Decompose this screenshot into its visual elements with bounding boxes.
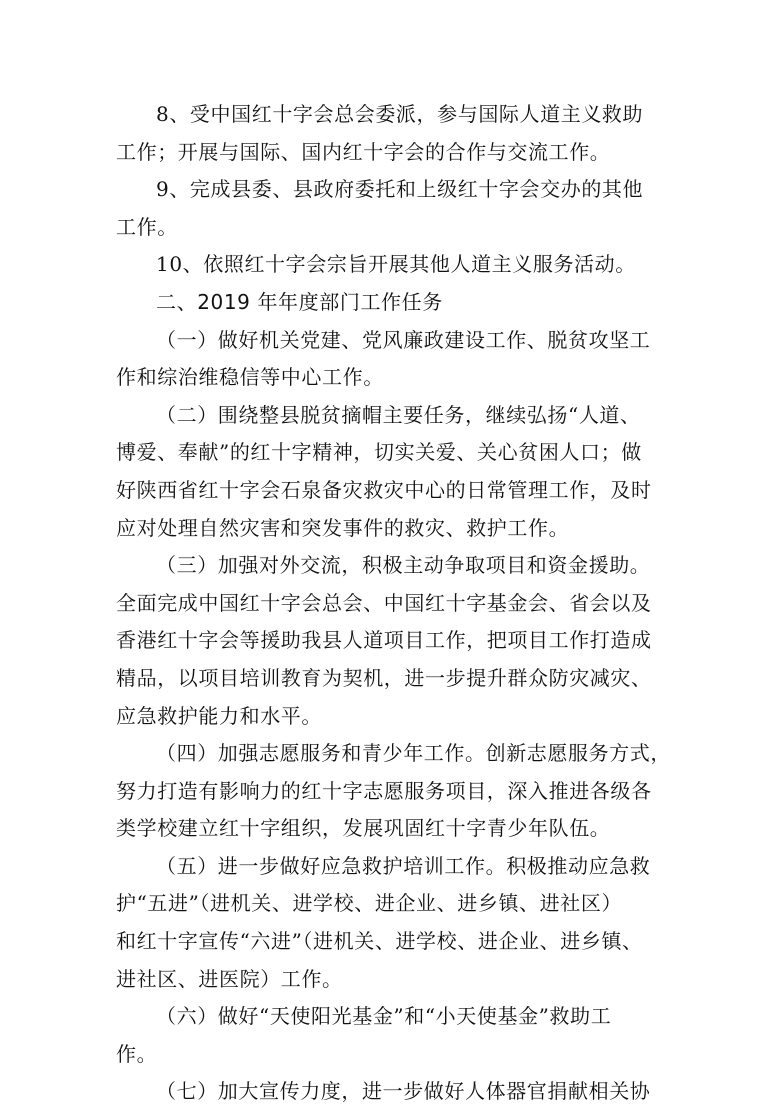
text-line: 10、依照红十字会宗旨开展其他人道主义服务活动。 — [156, 252, 636, 277]
paragraph-item-10 — [116, 246, 660, 284]
document-body — [116, 96, 671, 1111]
text-line: 工作；开展与国际、国内红十字会的合作与交流工作。 — [116, 139, 611, 164]
text-line: （六）做好“天使阳光基金”和“小天使基金”救助工 — [156, 1004, 612, 1029]
text-line: 全面完成中国红十字会总会、中国红十字基金会、省会以及 — [116, 590, 652, 615]
text-line: 工作。 — [116, 214, 178, 239]
text-line: 二、2019 年年度部门工作任务 — [156, 289, 443, 314]
paragraph-task-6 — [116, 998, 660, 1073]
paragraph-task-2 — [116, 397, 660, 547]
text-line: （二）围绕整县脱贫摘帽主要任务，继续弘扬“人道、 — [156, 402, 641, 427]
paragraph-task-7 — [116, 1073, 660, 1111]
text-line: 努力打造有影响力的红十字志愿服务项目，深入推进各级各 — [116, 778, 652, 803]
text-line: 8、受中国红十字会总会委派，参与国际人道主义救助 — [156, 102, 644, 126]
paragraph-task-4 — [116, 735, 671, 848]
paragraph-task-1 — [116, 322, 660, 397]
text-line: （五）进一步做好应急救护培训工作。积极推动应急救 — [156, 853, 651, 878]
text-line: 香港红十字会等援助我县人道项目工作，把项目工作打造成 — [116, 628, 652, 653]
text-line: （七）加大宣传力度，进一步做好人体器官捐献相关协 — [156, 1079, 651, 1104]
text-line: （三）加强对外交流，积极主动争取项目和资金援助。 — [156, 553, 651, 578]
paragraph-item-8 — [116, 96, 660, 171]
text-line: （一）做好机关党建、党风廉政建设工作、脱贫攻坚工 — [156, 327, 651, 352]
text-line: 应急救护能力和水平。 — [116, 703, 322, 728]
paragraph-task-3 — [116, 547, 660, 735]
text-line: 应对处理自然灾害和突发事件的救灾、救护工作。 — [116, 515, 570, 540]
text-line: 进社区、进医院）工作。 — [116, 966, 343, 991]
text-line: 类学校建立红十字组织，发展巩固红十字青少年队伍。 — [116, 816, 611, 841]
text-line: 博爱、奉献”的红十字精神，切实关爱、关心贫困人口；做 — [116, 440, 642, 465]
text-line: 护“五进”（进机关、进学校、进企业、进乡镇、进社区） — [116, 891, 623, 916]
section-heading — [116, 284, 660, 322]
text-line: 好陕西省红十字会石泉备灾救灾中心的日常管理工作，及时 — [116, 477, 652, 502]
paragraph-item-9 — [116, 171, 660, 246]
text-line: 作和综治维稳信等中心工作。 — [116, 365, 384, 390]
text-line: 9、完成县委、县政府委托和上级红十字会交办的其他 — [156, 177, 644, 202]
text-line: 作。 — [116, 1041, 158, 1066]
text-line: （四）加强志愿服务和青少年工作。创新志愿服务方式， — [156, 741, 671, 766]
text-line: 精品，以项目培训教育为契机，进一步提升群众防灾减灾、 — [116, 665, 652, 690]
text-line: 和红十字宣传“六进”（进机关、进学校、进企业、进乡镇、 — [116, 929, 643, 954]
paragraph-task-5 — [116, 848, 660, 998]
